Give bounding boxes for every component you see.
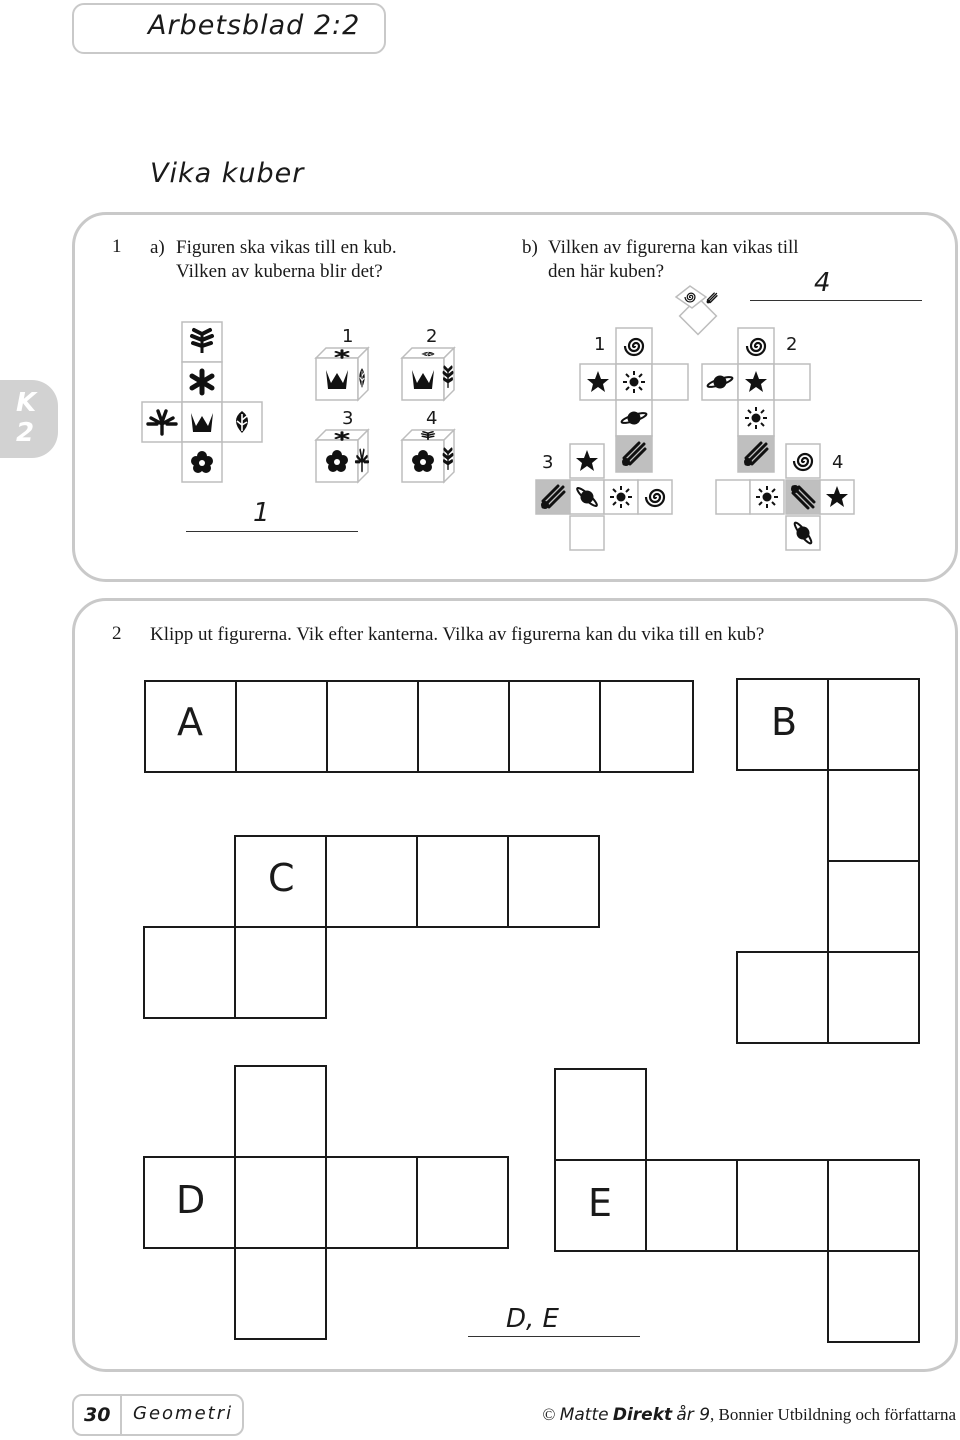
section-title: Vika kuber	[150, 158, 305, 189]
net-a-label: A	[177, 700, 203, 744]
brand-bold: Direkt	[612, 1405, 673, 1425]
net-label-4: 4	[832, 452, 844, 473]
cube-label-2: 2	[426, 326, 438, 347]
task1b-answer: 4	[814, 268, 831, 298]
task2-number: 2	[112, 623, 122, 644]
side-tab-letter: K	[16, 388, 37, 418]
side-tab-number: 2	[16, 418, 35, 448]
net-b-label: B	[771, 700, 798, 744]
cube-label-1: 1	[342, 326, 354, 347]
task2-answer-line	[468, 1336, 640, 1337]
net-label-2: 2	[786, 334, 798, 355]
brand-light: Matte	[559, 1405, 609, 1425]
year-label: år 9	[676, 1405, 711, 1425]
task1a-line2: Vilken av kuberna blir det?	[176, 261, 383, 282]
task1a-answer: 1	[253, 498, 270, 528]
net-e-label: E	[588, 1181, 613, 1225]
footer-subject: Geometri	[133, 1403, 234, 1424]
task1-number: 1	[112, 236, 122, 257]
task1b-line1: Vilken av figurerna kan vikas till	[548, 237, 799, 258]
net-c-label: C	[268, 856, 295, 900]
cube-label-4: 4	[426, 408, 438, 429]
publisher: , Bonnier Utbildning och författarna	[710, 1405, 956, 1424]
task2-answer: D, E	[506, 1304, 559, 1334]
footer-credits	[543, 1405, 956, 1425]
task1b-line2: den här kuben?	[548, 261, 665, 282]
task2-text: Klipp ut figurerna. Vik efter kanterna. Vilka av figurerna kan du vika till en kub?	[150, 624, 765, 645]
task1a-line1: Figuren ska vikas till en kub.	[176, 237, 397, 258]
task1a-label: a)	[150, 237, 165, 258]
net-label-1: 1	[594, 334, 606, 355]
worksheet-title: Arbetsblad 2:2	[148, 10, 361, 41]
cube-label-3: 3	[342, 408, 354, 429]
task1b-label: b)	[522, 237, 538, 258]
net-d-label: D	[176, 1178, 206, 1222]
net-label-3: 3	[542, 452, 554, 473]
page-number: 30	[84, 1404, 111, 1426]
copyright-symbol: ©	[542, 1405, 556, 1424]
